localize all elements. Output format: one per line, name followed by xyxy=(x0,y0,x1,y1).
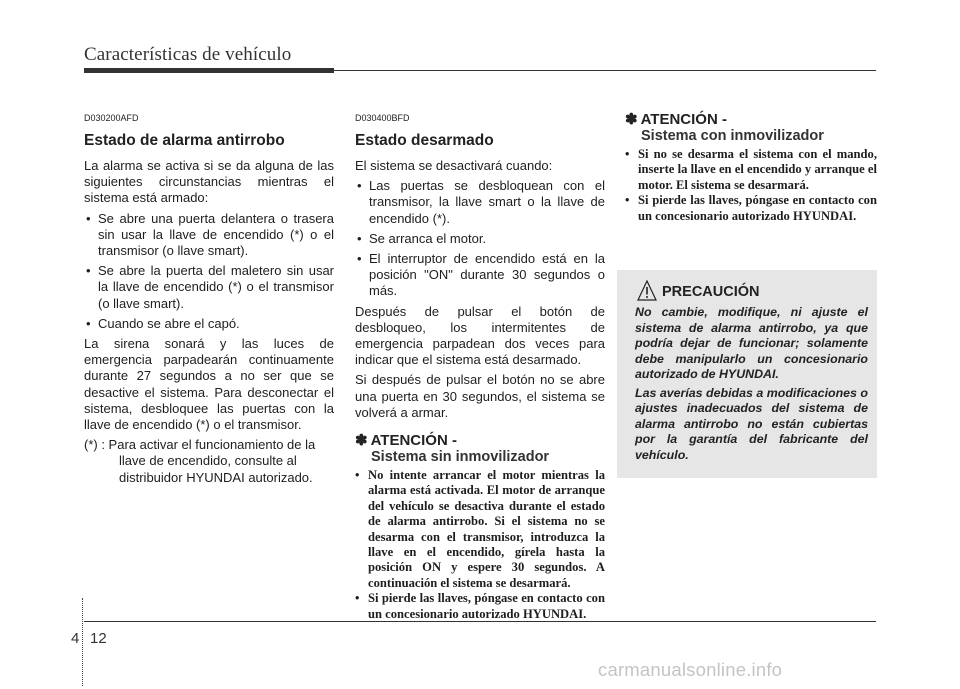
bullet-list xyxy=(84,211,334,332)
attention-star-icon: ✽ xyxy=(625,111,638,128)
column-disarmed-state xyxy=(355,112,605,626)
list-item: • Si no se desarma el sistema con el mando, inserte la llave en el encendido y arranque el motor. El sistema se desarmará. xyxy=(625,147,877,193)
attention-heading xyxy=(355,433,605,449)
section-code: D030200AFD xyxy=(84,113,139,123)
list-item: • Cuando se abre el capó. xyxy=(84,316,334,332)
list-item: • Se abre una puerta delantera o trasera sin usar la llave de encendido (*) o el transmisor (o llave smart). xyxy=(84,211,334,260)
caution-title: PRECAUCIÓN xyxy=(662,284,760,300)
bullet-list xyxy=(355,178,605,299)
section-code: D030400BFD xyxy=(355,113,410,123)
caution-box xyxy=(617,270,877,478)
attention-label: ATENCIÓN - xyxy=(640,111,727,128)
paragraph: El sistema se desactivará cuando: xyxy=(355,158,553,173)
list-item: • El interruptor de encendido está en la posición "ON" durante 30 segundos o más. xyxy=(355,251,605,300)
column-immobilizer xyxy=(625,112,877,228)
footer-rule xyxy=(84,621,876,622)
watermark: carmanualsonline.info xyxy=(598,659,783,680)
caution-text xyxy=(635,305,868,466)
header-rule xyxy=(334,70,876,71)
attention-star-icon: ✽ xyxy=(355,432,368,450)
attention-label: ATENCIÓN - xyxy=(370,432,457,450)
section-title: Estado de alarma antirrobo xyxy=(84,132,285,149)
page-header-title: Características de vehículo xyxy=(84,44,292,65)
section-title: Estado desarmado xyxy=(355,132,494,149)
attention-heading xyxy=(625,112,877,128)
column-alarm-state xyxy=(84,112,334,490)
attention-subtitle: Sistema sin inmovilizador xyxy=(371,449,550,466)
list-item: • Si pierde las llaves, póngase en contacto con un concesionario autorizado HYUNDAI. xyxy=(355,591,605,622)
warning-triangle-icon xyxy=(637,280,657,302)
paragraph: La sirena sonará y las luces de emergencia parpadearán continuamente durante 27 segundos a no ser que se desactive el sistema. Para desconectar el sistema, desbloquee las puertas con la llave de encendido (*) o el transmisor. xyxy=(84,336,334,433)
caution-paragraph: Las averías debidas a modificaciones o ajustes inadecuados del sistema de alarma antirrobo no están cubiertas por la garantía del fabricante del vehículo. xyxy=(635,385,868,462)
attention-subtitle: Sistema con inmovilizador xyxy=(641,128,824,144)
header-bar xyxy=(84,68,334,73)
caution-paragraph: No cambie, modifique, ni ajuste el sistema de alarma antirrobo, ya que podría dejar de funcionar; solamente debe manipularlo un concesionario autorizado de HYUNDAI. xyxy=(635,305,868,381)
list-item: • Se arranca el motor. xyxy=(355,231,605,247)
list-item: • Si pierde las llaves, póngase en contacto con un concesionario autorizado HYUNDAI. xyxy=(625,193,877,224)
paragraph: Si después de pulsar el botón no se abre una puerta en 30 segundos, el sistema se volverá a armar. xyxy=(355,372,605,420)
footnote: (*) : Para activar el funcionamiento de la llave de encendido, consulte al distribuidor HYUNDAI autorizado. xyxy=(84,437,316,485)
list-item: • Las puertas se desbloquean con el transmisor, la llave smart o la llave de encendido (*). xyxy=(355,178,605,227)
footer-divider xyxy=(82,598,83,686)
attention-list xyxy=(355,468,605,622)
paragraph: Después de pulsar el botón de desbloqueo, los intermitentes de emergencia parpadean dos veces para indicar que el sistema está desarmado. xyxy=(355,303,605,368)
chapter-number: 4 xyxy=(71,630,80,647)
list-item: • Se abre la puerta del maletero sin usar la llave de encendido (*) o el transmisor (o llave smart). xyxy=(84,263,334,312)
list-item: • No intente arrancar el motor mientras la alarma está activada. El motor de arranque del vehículo se desactiva durante el estado de alarma antirrobo. Si el sistema no se desarma con el transmisor, introduzca la llave en el encendido, gírela hasta la posición ON y espere 30 segundos. A continuación el sistema se desarmará. xyxy=(355,468,605,591)
page-number: 12 xyxy=(90,630,107,647)
attention-list xyxy=(625,147,877,224)
paragraph: La alarma se activa si se da alguna de las siguientes circunstancias mientras el sistema está armado: xyxy=(84,158,334,206)
